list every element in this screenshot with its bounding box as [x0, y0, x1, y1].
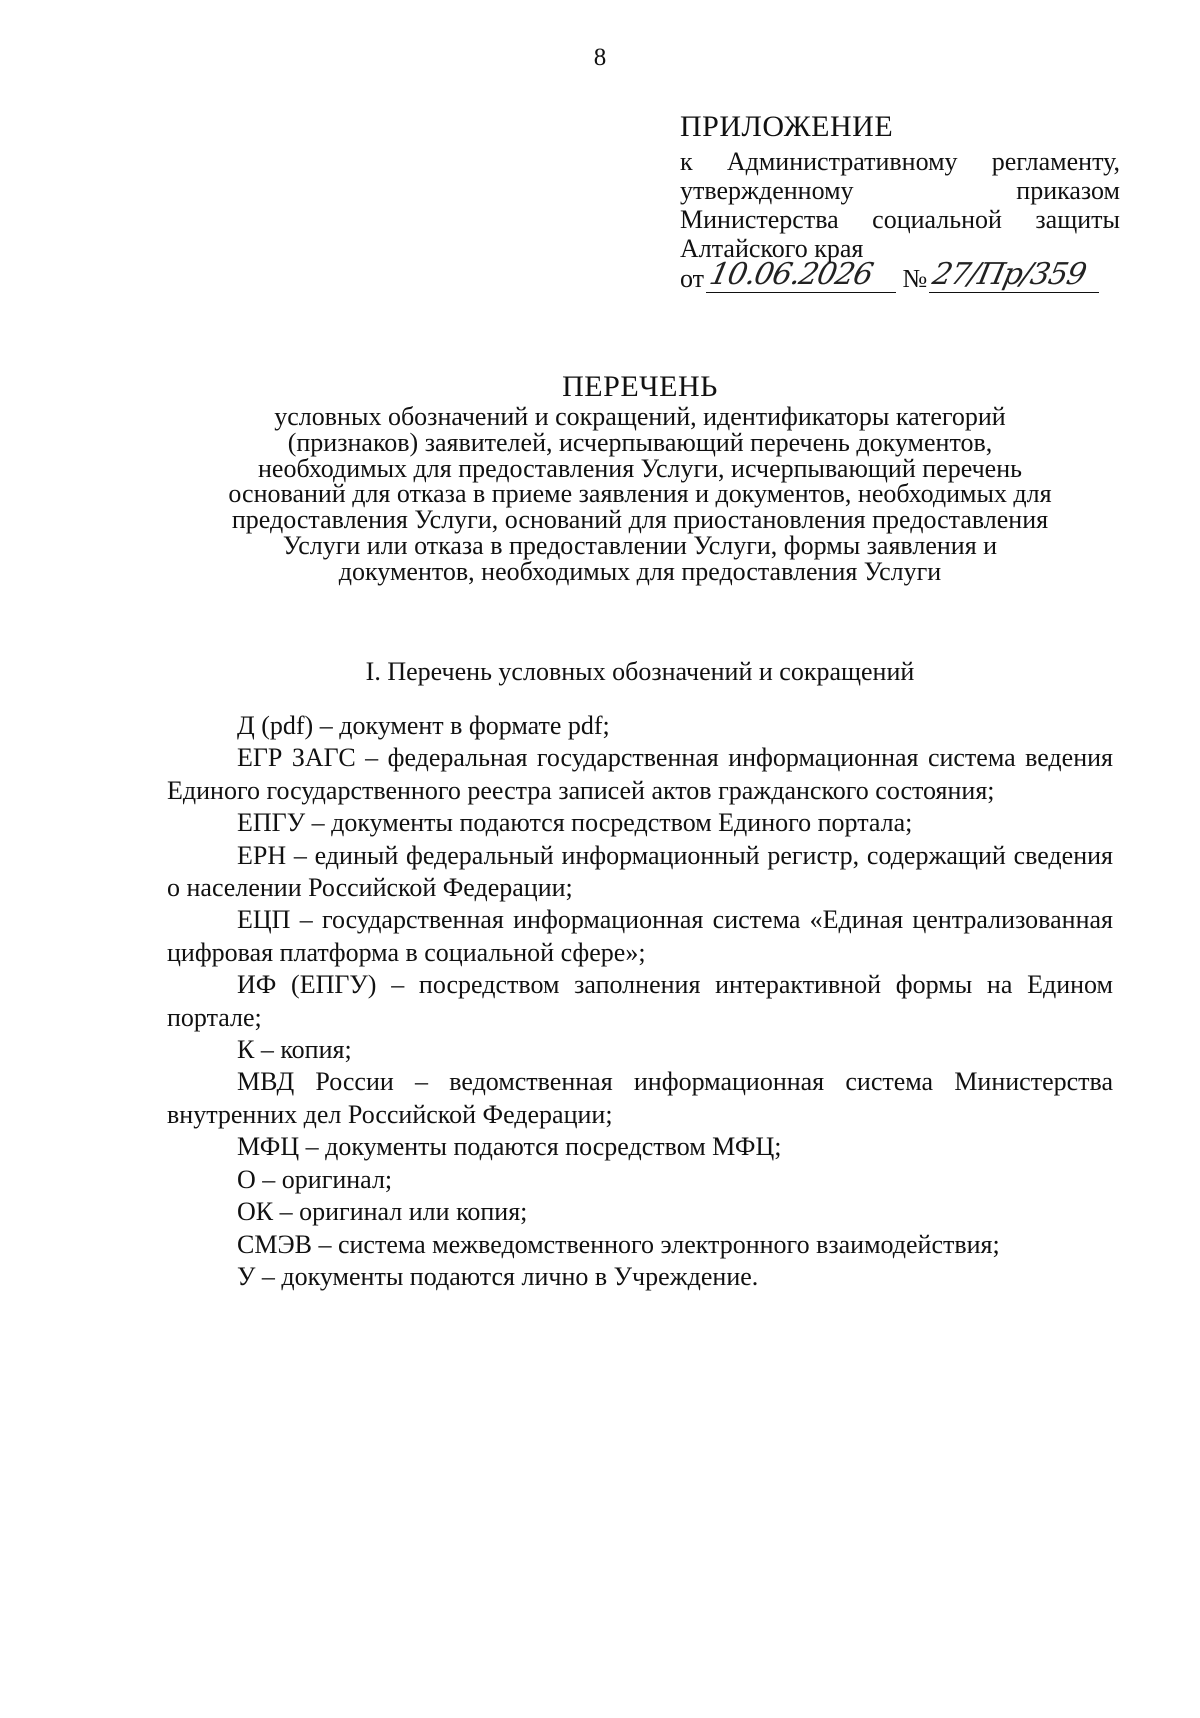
- appendix-title: ПРИЛОЖЕНИЕ: [680, 110, 894, 143]
- definition-item: О – оригинал;: [237, 1164, 393, 1194]
- definition-item: МВД России – ведомственная информационная система Министерства внутренних дел Российской Федерации;: [167, 1067, 1113, 1129]
- handwritten-number-field: [929, 257, 1099, 293]
- document-subtitle: условных обозначений и сокращений, идентификаторы категорий (признаков) заявителей, исчерпывающий перечень документов, необходимых для предоставления Услуги, исчерпывающий перечень оснований для отказа в приеме заявления и документов, необходимых для предоставления Услуги, оснований для приостановления предоставления Услуги или отказа в предоставлении Услуги, формы заявления и документов, необходимых для предоставления Услуги: [228, 402, 1052, 586]
- handwritten-date-field: [706, 257, 896, 293]
- definition-item: ОК – оригинал или копия;: [237, 1197, 528, 1227]
- appendix-date-line: [680, 257, 1120, 293]
- appendix-block: [680, 112, 1120, 293]
- definition-item: СМЭВ – система межведомственного электронного взаимодействия;: [237, 1229, 1000, 1259]
- definition-item: ИФ (ЕПГУ) – посредством заполнения интерактивной формы на Едином портале;: [167, 970, 1113, 1032]
- document-title: ПЕРЕЧЕНЬ: [562, 370, 718, 403]
- handwritten-number: 27/Пр/359: [929, 257, 1090, 292]
- handwritten-date: 10.06.2026: [706, 257, 876, 292]
- definition-item: У – документы подаются лично в Учреждение.: [237, 1261, 759, 1291]
- section-heading: I. Перечень условных обозначений и сокращений: [365, 657, 915, 686]
- definition-item: К – копия;: [237, 1035, 352, 1065]
- appendix-body: к Административному регламенту, утвержденному приказом Министерства социальной защиты Алтайского края: [680, 147, 1120, 263]
- definition-item: МФЦ – документы подаются посредством МФЦ;: [237, 1132, 782, 1162]
- definition-item: ЕЦП – государственная информационная система «Единая централизованная цифровая платформа в социальной сфере»;: [167, 905, 1113, 967]
- document-title-block: [220, 370, 1060, 585]
- definition-item: Д (pdf) – документ в формате pdf;: [237, 711, 610, 740]
- number-prefix: №: [902, 264, 928, 293]
- page-number: 8: [593, 44, 607, 71]
- definitions-list: [167, 710, 1113, 1293]
- definition-item: ЕРН – единый федеральный информационный регистр, содержащий сведения о населении Российской Федерации;: [167, 840, 1113, 903]
- definition-item: ЕПГУ – документы подаются посредством Единого портала;: [237, 808, 913, 838]
- date-prefix: от: [680, 264, 705, 293]
- definition-item: ЕГР ЗАГС – федеральная государственная информационная система ведения Единого государственного реестра записей актов гражданского состояния;: [167, 743, 1113, 805]
